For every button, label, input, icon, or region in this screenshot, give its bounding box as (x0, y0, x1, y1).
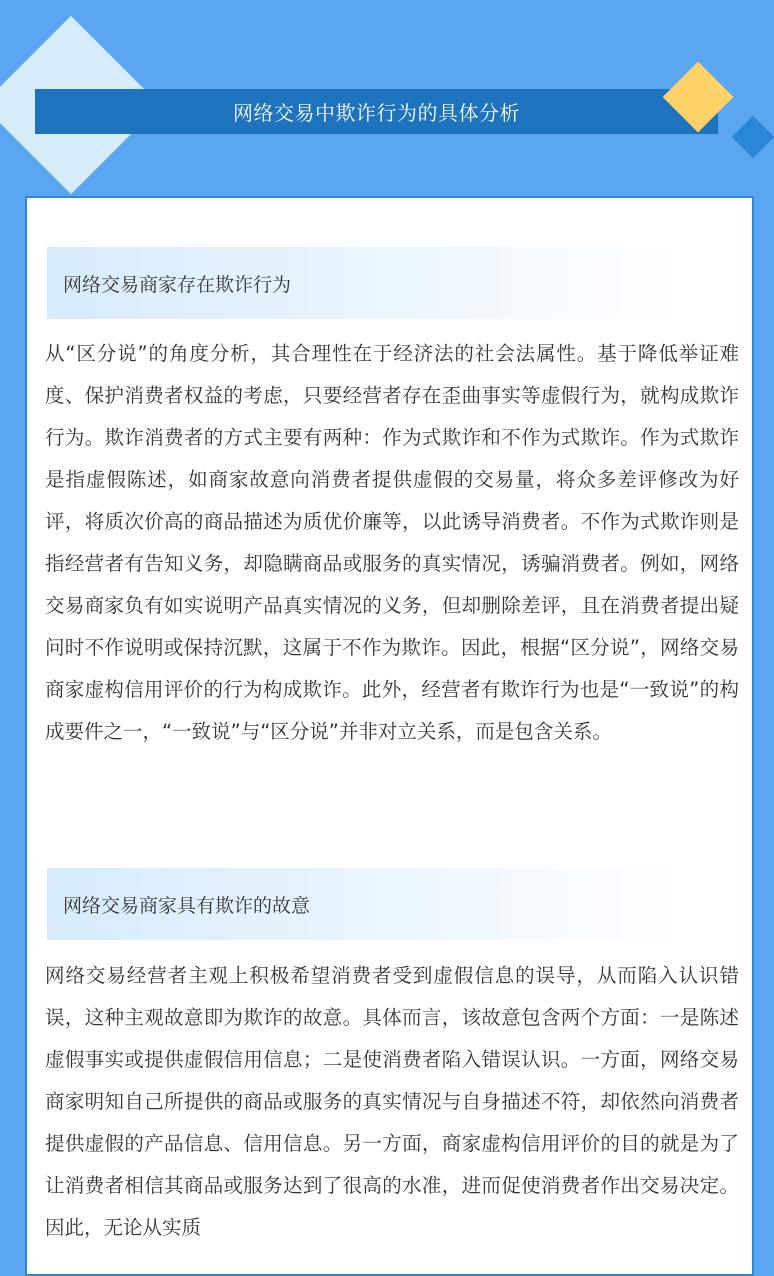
article-card (25, 196, 754, 1276)
page-title: 网络交易中欺诈行为的具体分析 (233, 101, 520, 125)
section-paragraph-2: 网络交易经营者主观上积极希望消费者受到虚假信息的误导，从而陷入认识错误，这种主观故意即为欺诈的故意。具体而言，该故意包含两个方面：一是陈述虚假事实或提供虚假信用信息；二是使消费者陷入错误认识。一方面，网络交易商家明知自己所提供的商品或服务的真实情况与自身描述不符，却依然向消费者提供虚假的产品信息、信用信息。另一方面，商家虚构信用评价的目的就是为了让消费者相信其商品或服务达到了很高的水准，进而促使消费者作出交易决定。因此，无论从实质 (45, 964, 739, 1239)
section-heading-text: 网络交易商家存在欺诈行为 (63, 273, 292, 296)
section-heading-1 (47, 247, 687, 319)
section-heading-2 (47, 868, 687, 940)
section-heading-text: 网络交易商家具有欺诈的故意 (63, 894, 311, 917)
section-paragraph-1: 从“区分说”的角度分析，其合理性在于经济法的社会法属性。基于降低举证难度、保护消费者权益的考虑，只要经营者存在歪曲事实等虚假行为，就构成欺诈行为。欺诈消费者的方式主要有两种：作为式欺诈和不作为式欺诈。作为式欺诈是指虚假陈述，如商家故意向消费者提供虚假的交易量，将众多差评修改为好评，将质次价高的商品描述为质优价廉等，以此诱导消费者。不作为式欺诈则是指经营者有告知义务，却隐瞒商品或服务的真实情况，诱骗消费者。例如，网络交易商家负有如实说明产品真实情况的义务，但却删除差评，且在消费者提出疑问时不作说明或保持沉默，这属于不作为欺诈。因此，根据“区分说”，网络交易商家虚构信用评价的行为构成欺诈。此外，经营者有欺诈行为也是“一致说”的构成要件之一，“一致说”与“区分说”并非对立关系，而是包含关系。 (45, 342, 739, 743)
title-banner (35, 89, 718, 134)
decorative-diamond-blue (732, 116, 774, 158)
